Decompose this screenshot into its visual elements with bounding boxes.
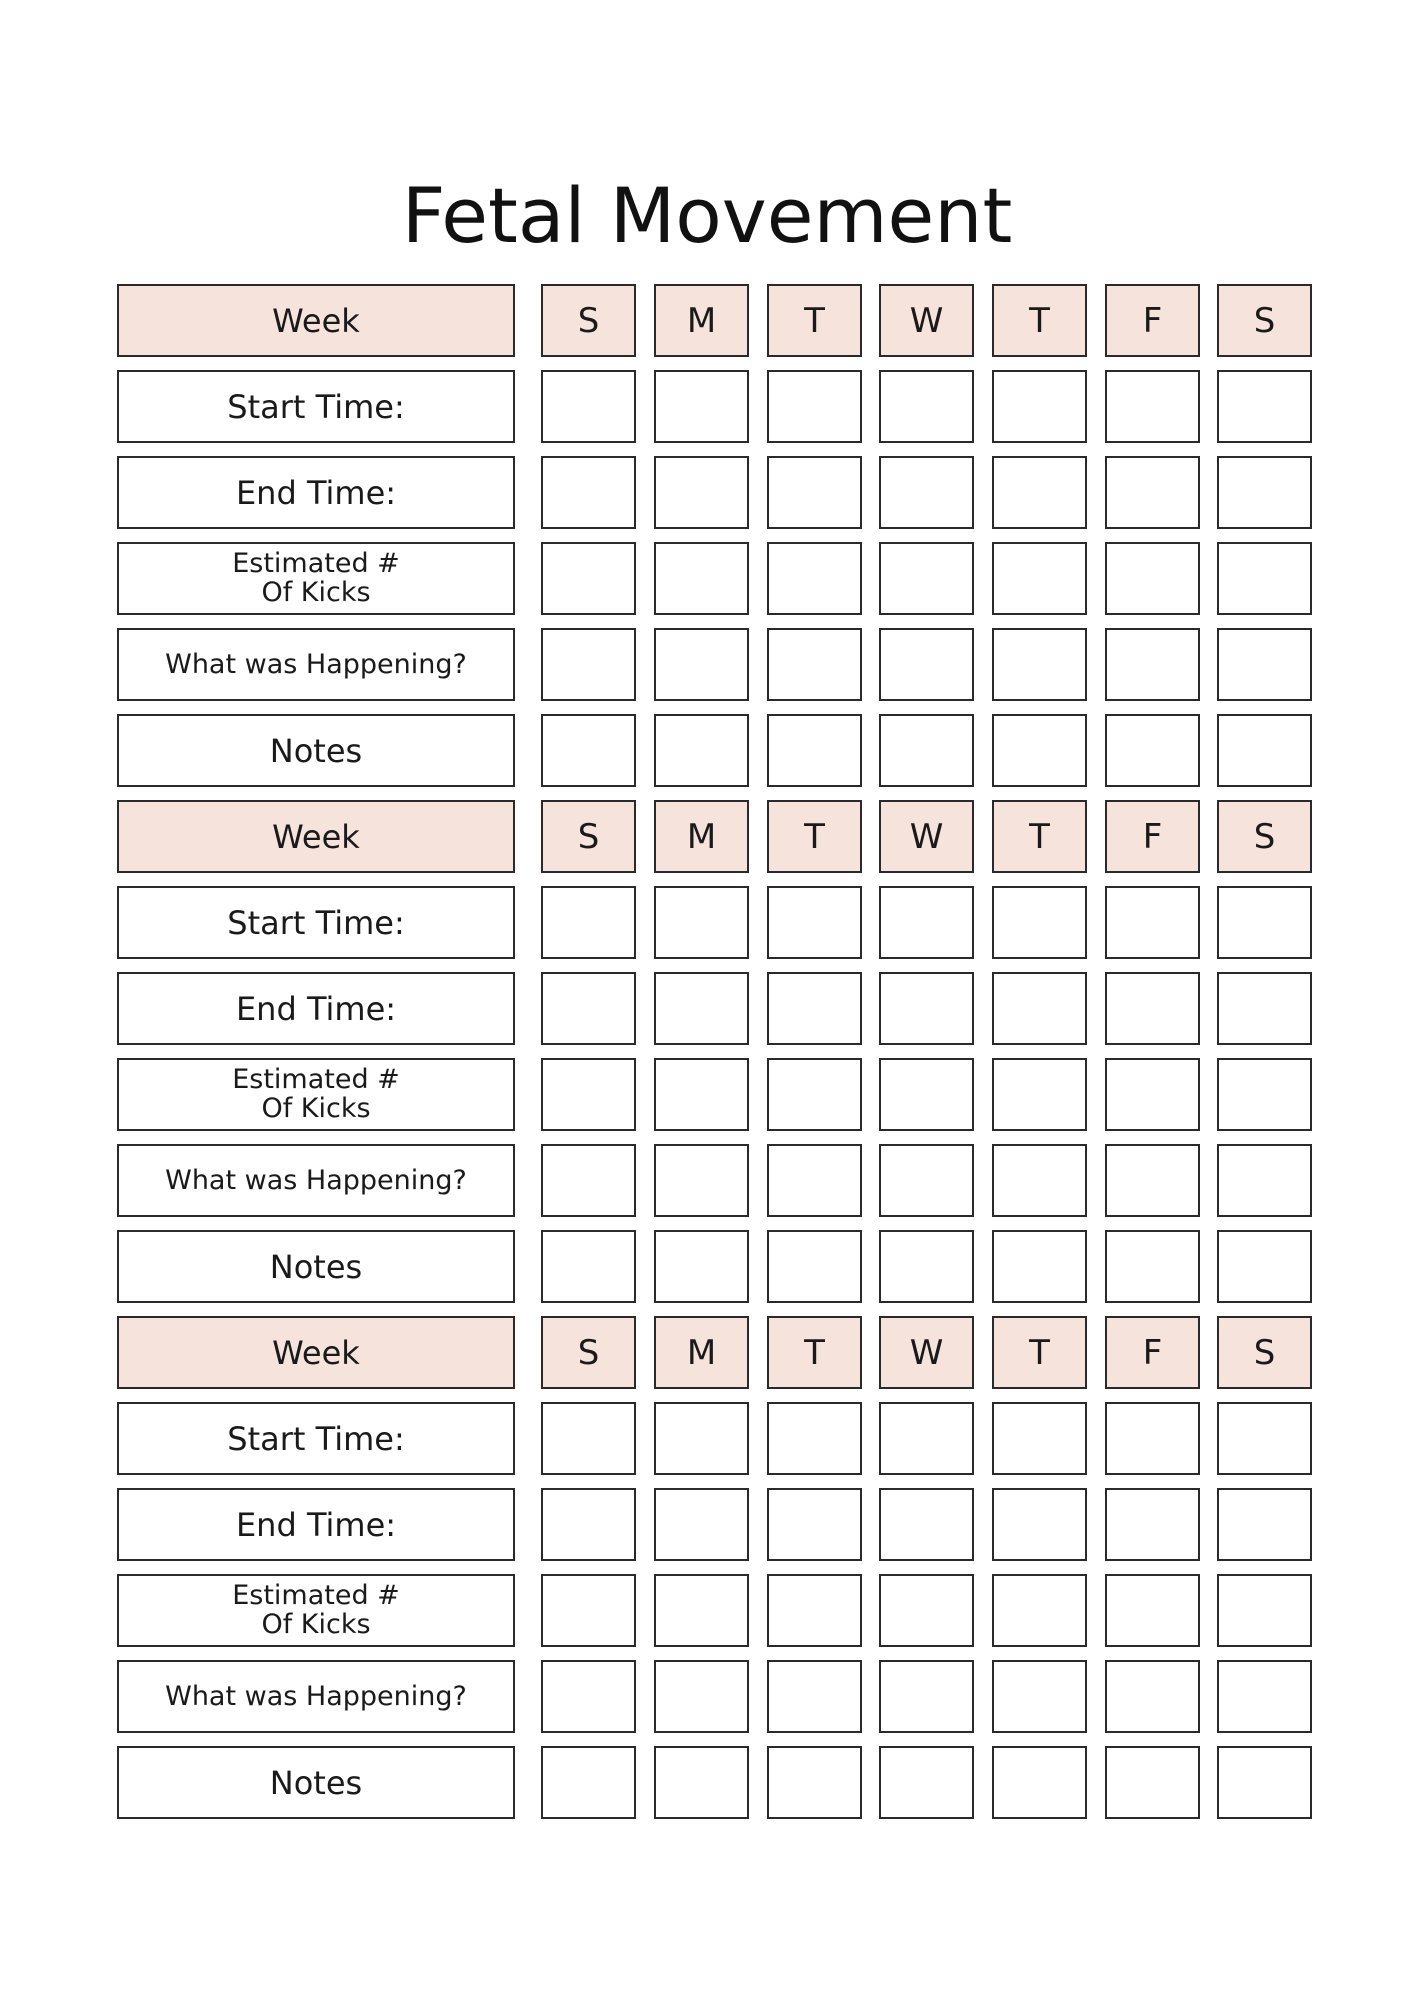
row-label: End Time: xyxy=(117,972,515,1045)
entry-cell[interactable] xyxy=(767,628,862,701)
day-header: F xyxy=(1105,1316,1200,1389)
day-header: T xyxy=(767,284,862,357)
entry-cell[interactable] xyxy=(1217,1574,1312,1647)
entry-cell[interactable] xyxy=(992,972,1087,1045)
entry-cell[interactable] xyxy=(879,1402,974,1475)
week-header-label: Week xyxy=(117,284,515,357)
entry-cell[interactable] xyxy=(1105,370,1200,443)
row-label: Start Time: xyxy=(117,370,515,443)
week-header-label: Week xyxy=(117,1316,515,1389)
day-header: T xyxy=(992,284,1087,357)
entry-cell[interactable] xyxy=(992,1402,1087,1475)
entry-cell[interactable] xyxy=(1217,1660,1312,1733)
day-header: W xyxy=(879,284,974,357)
entry-cell[interactable] xyxy=(654,1058,749,1131)
entry-cell[interactable] xyxy=(1105,1746,1200,1819)
entry-cell[interactable] xyxy=(992,886,1087,959)
entry-cell[interactable] xyxy=(879,1144,974,1217)
entry-cell[interactable] xyxy=(1105,886,1200,959)
entry-cell[interactable] xyxy=(1217,972,1312,1045)
entry-cell[interactable] xyxy=(654,370,749,443)
entry-cell[interactable] xyxy=(1217,542,1312,615)
entry-cell[interactable] xyxy=(879,1746,974,1819)
entry-cell[interactable] xyxy=(1105,1230,1200,1303)
row-label-estimated-kicks xyxy=(117,542,515,615)
entry-cell[interactable] xyxy=(541,1058,636,1131)
entry-cell[interactable] xyxy=(541,542,636,615)
day-header: S xyxy=(1217,800,1312,873)
entry-cell[interactable] xyxy=(879,972,974,1045)
entry-cell[interactable] xyxy=(1217,456,1312,529)
entry-cell[interactable] xyxy=(879,1660,974,1733)
entry-cell[interactable] xyxy=(541,1488,636,1561)
entry-cell[interactable] xyxy=(541,456,636,529)
entry-cell[interactable] xyxy=(541,1144,636,1217)
entry-cell[interactable] xyxy=(767,1746,862,1819)
entry-cell[interactable] xyxy=(654,714,749,787)
day-header: F xyxy=(1105,284,1200,357)
entry-cell[interactable] xyxy=(879,542,974,615)
entry-cell[interactable] xyxy=(879,714,974,787)
row-label-line: Estimated # xyxy=(232,1064,400,1096)
row-label-line: Estimated # xyxy=(232,548,400,580)
entry-cell[interactable] xyxy=(541,1230,636,1303)
entry-cell[interactable] xyxy=(541,628,636,701)
row-label: What was Happening? xyxy=(117,1660,515,1733)
day-header: T xyxy=(767,800,862,873)
entry-cell[interactable] xyxy=(767,370,862,443)
entry-cell[interactable] xyxy=(992,1488,1087,1561)
entry-cell[interactable] xyxy=(879,1574,974,1647)
entry-cell[interactable] xyxy=(992,542,1087,615)
entry-cell[interactable] xyxy=(1217,370,1312,443)
entry-cell[interactable] xyxy=(541,1402,636,1475)
entry-cell[interactable] xyxy=(541,972,636,1045)
day-header: W xyxy=(879,1316,974,1389)
entry-cell[interactable] xyxy=(1105,1058,1200,1131)
entry-cell[interactable] xyxy=(1105,714,1200,787)
entry-cell[interactable] xyxy=(654,456,749,529)
entry-cell[interactable] xyxy=(541,370,636,443)
entry-cell[interactable] xyxy=(1105,1488,1200,1561)
entry-cell[interactable] xyxy=(1217,1402,1312,1475)
day-header: M xyxy=(654,800,749,873)
day-header: M xyxy=(654,1316,749,1389)
day-header: T xyxy=(992,800,1087,873)
entry-cell[interactable] xyxy=(654,1746,749,1819)
entry-cell[interactable] xyxy=(541,1660,636,1733)
entry-cell[interactable] xyxy=(767,1402,862,1475)
entry-cell[interactable] xyxy=(541,1574,636,1647)
entry-cell[interactable] xyxy=(1217,628,1312,701)
entry-cell[interactable] xyxy=(767,1574,862,1647)
entry-cell[interactable] xyxy=(992,1144,1087,1217)
row-label: End Time: xyxy=(117,1488,515,1561)
day-header: M xyxy=(654,284,749,357)
entry-cell[interactable] xyxy=(879,1488,974,1561)
page-title: Fetal Movement xyxy=(401,171,1013,260)
entry-cell[interactable] xyxy=(879,370,974,443)
entry-cell[interactable] xyxy=(654,1144,749,1217)
entry-cell[interactable] xyxy=(1105,542,1200,615)
entry-cell[interactable] xyxy=(992,1660,1087,1733)
entry-cell[interactable] xyxy=(767,886,862,959)
entry-cell[interactable] xyxy=(1105,1574,1200,1647)
row-label: What was Happening? xyxy=(117,1144,515,1217)
entry-cell[interactable] xyxy=(654,542,749,615)
row-label: End Time: xyxy=(117,456,515,529)
week-header-label: Week xyxy=(117,800,515,873)
row-label-estimated-kicks xyxy=(117,1574,515,1647)
row-label-line: Estimated # xyxy=(232,1580,400,1612)
entry-cell[interactable] xyxy=(992,1058,1087,1131)
entry-cell[interactable] xyxy=(992,1746,1087,1819)
entry-cell[interactable] xyxy=(992,1574,1087,1647)
entry-cell[interactable] xyxy=(654,628,749,701)
entry-cell[interactable] xyxy=(767,1058,862,1131)
entry-cell[interactable] xyxy=(767,542,862,615)
entry-cell[interactable] xyxy=(1105,628,1200,701)
entry-cell[interactable] xyxy=(1217,886,1312,959)
entry-cell[interactable] xyxy=(1105,1144,1200,1217)
day-header: W xyxy=(879,800,974,873)
entry-cell[interactable] xyxy=(767,1144,862,1217)
entry-cell[interactable] xyxy=(654,1660,749,1733)
row-label: Start Time: xyxy=(117,886,515,959)
entry-cell[interactable] xyxy=(541,886,636,959)
entry-cell[interactable] xyxy=(1105,972,1200,1045)
row-label-estimated-kicks xyxy=(117,1058,515,1131)
entry-cell[interactable] xyxy=(1217,714,1312,787)
entry-cell[interactable] xyxy=(992,370,1087,443)
day-header: S xyxy=(541,1316,636,1389)
entry-cell[interactable] xyxy=(1217,1230,1312,1303)
entry-cell[interactable] xyxy=(767,972,862,1045)
entry-cell[interactable] xyxy=(654,1488,749,1561)
entry-cell[interactable] xyxy=(879,628,974,701)
entry-cell[interactable] xyxy=(1105,1402,1200,1475)
day-header: T xyxy=(992,1316,1087,1389)
entry-cell[interactable] xyxy=(1217,1144,1312,1217)
entry-cell[interactable] xyxy=(541,714,636,787)
row-label: Notes xyxy=(117,1746,515,1819)
day-header: S xyxy=(1217,284,1312,357)
entry-cell[interactable] xyxy=(767,456,862,529)
entry-cell[interactable] xyxy=(1217,1746,1312,1819)
entry-cell[interactable] xyxy=(1217,1058,1312,1131)
day-header: S xyxy=(541,800,636,873)
row-label-line: Of Kicks xyxy=(261,1608,371,1640)
entry-cell[interactable] xyxy=(879,1058,974,1131)
day-header: S xyxy=(1217,1316,1312,1389)
entry-cell[interactable] xyxy=(767,1230,862,1303)
entry-cell[interactable] xyxy=(992,1230,1087,1303)
entry-cell[interactable] xyxy=(1217,1488,1312,1561)
day-header: S xyxy=(541,284,636,357)
entry-cell[interactable] xyxy=(654,1230,749,1303)
entry-cell[interactable] xyxy=(879,1230,974,1303)
entry-cell[interactable] xyxy=(654,972,749,1045)
entry-cell[interactable] xyxy=(541,1746,636,1819)
entry-cell[interactable] xyxy=(1105,456,1200,529)
row-label-line: Of Kicks xyxy=(261,1092,371,1124)
entry-cell[interactable] xyxy=(767,714,862,787)
entry-cell[interactable] xyxy=(654,1574,749,1647)
day-header: T xyxy=(767,1316,862,1389)
entry-cell[interactable] xyxy=(767,1660,862,1733)
row-label-line: Of Kicks xyxy=(261,576,371,608)
entry-cell[interactable] xyxy=(1105,1660,1200,1733)
entry-cell[interactable] xyxy=(879,456,974,529)
entry-cell[interactable] xyxy=(992,714,1087,787)
entry-cell[interactable] xyxy=(767,1488,862,1561)
row-label: Notes xyxy=(117,714,515,787)
entry-cell[interactable] xyxy=(879,886,974,959)
row-label: What was Happening? xyxy=(117,628,515,701)
row-label: Notes xyxy=(117,1230,515,1303)
entry-cell[interactable] xyxy=(654,1402,749,1475)
day-header: F xyxy=(1105,800,1200,873)
row-label: Start Time: xyxy=(117,1402,515,1475)
entry-cell[interactable] xyxy=(992,628,1087,701)
entry-cell[interactable] xyxy=(992,456,1087,529)
entry-cell[interactable] xyxy=(654,886,749,959)
